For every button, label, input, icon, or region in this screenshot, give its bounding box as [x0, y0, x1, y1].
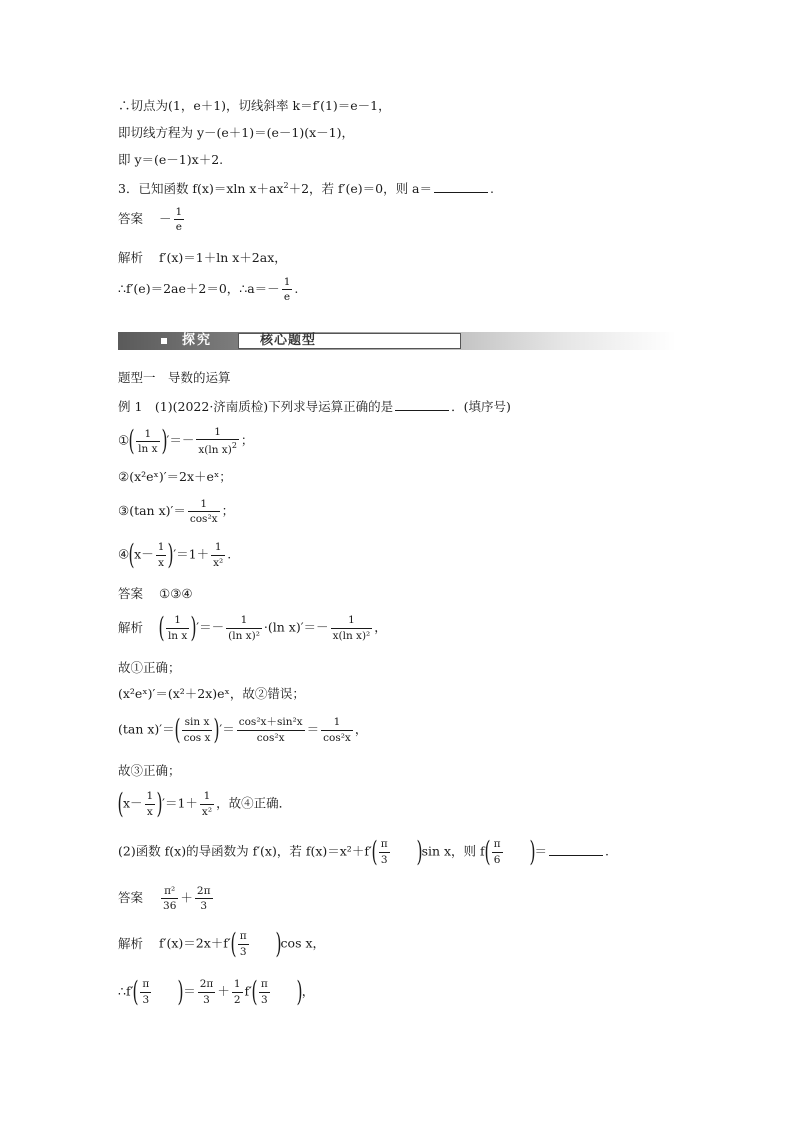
solution-3-line2: ∴f′(e)＝2ae＋2＝0，∴a＝－ $\frac{1}{e}$ .	[118, 276, 299, 304]
option-2: ②(x²eˣ)′＝2x＋eˣ；	[118, 469, 232, 484]
text-line: 即切线方程为 y－(e＋1)＝(e－1)(x－1)，	[118, 125, 354, 140]
topic-heading: 题型一 导数的运算	[118, 370, 231, 385]
answer-blank	[395, 398, 449, 411]
solution-ex1-line5: 故③正确；	[118, 763, 181, 778]
example-1-part2: (2)函数 f(x)的导函数为 f′(x)，若 f(x)＝x²＋f′( $\frac{\pi}{3}$ )sin x，则 f( $\frac{\pi}{6}$ )＝ .	[118, 835, 609, 868]
option-3: ③(tan x)′＝ $\frac{1}{\text{cos²x}}$ ；	[118, 498, 235, 526]
answer-ex1: 答案 ①③④	[118, 586, 193, 601]
answer-ex2: 答案 $\frac{\text{π²}}{36}$ ＋ $\frac{2\pi}{3}$	[118, 885, 211, 913]
example-1-heading: 例 1 (1)(2022·济南质检)下列求导运算正确的是 ．(填序号)	[118, 399, 511, 414]
section-title: 核心题型	[260, 333, 317, 348]
option-1: ①( $\frac{1}{\text{ln x}}$ )′＝－ $\frac{1}{x(\ln x)^2}$ ；	[118, 424, 254, 458]
solution-ex1-line3: (x²eˣ)′＝(x²＋2x)eˣ，故②错误；	[118, 686, 305, 701]
solution-ex1-line1: 解析 ( $\frac{1}{\text{ln x}}$ )′＝－ $\frac{1}{\text{(ln x)²}}$ ·(ln x)′＝－ $\frac{1}{\text{x(ln x)²}}$ ，	[118, 611, 387, 644]
section-header-bar	[118, 332, 676, 350]
fraction: $\frac{1}{e}$	[283, 276, 291, 304]
square-bullet-icon	[161, 338, 167, 344]
text-line: ∴切点为(1，e＋1)，切线斜率 k＝f′(1)＝e－1，	[118, 98, 391, 113]
solution-ex1-line4: (tan x)′＝( $\frac{\text{sin x}}{\text{cos x}}$ )′＝ $\frac{\text{cos²x＋sin²x}}{\text{cos²x}}$ ＝ $\frac{1}{\text{cos²x}}$ ，	[118, 713, 368, 746]
solution-ex1-line2: 故①正确；	[118, 660, 181, 675]
solution-3-line1: 解析 f′(x)＝1＋ln x＋2ax，	[118, 250, 287, 265]
answer-blank	[549, 843, 603, 856]
answer-3: 答案 － $\frac{1}{e}$	[118, 206, 183, 234]
option-4: ④(x－ $\frac{1}{x}$ )′＝1＋ $\frac{1}{\text{x²}}$ .	[118, 538, 232, 571]
section-tag: 探究	[182, 333, 213, 348]
fraction: $\frac{1}{e}$	[175, 206, 183, 234]
solution-ex2-line2: ∴f′( $\frac{\pi}{3}$ )＝ $\frac{2\pi}{3}$ ＋ $\frac{1}{2}$ f′( $\frac{\pi}{3}$ )，	[118, 975, 315, 1008]
solution-ex1-line6: (x－ $\frac{1}{x}$ )′＝1＋ $\frac{1}{\text{x²}}$ ，故④正确．	[117, 787, 292, 820]
answer-blank	[434, 180, 488, 193]
question-3: 3．已知函数 f(x)＝xln $x+ax^2+2$，若 f′(e)＝0，则 a＝ .	[118, 181, 494, 196]
text-line: 即 y＝(e－1)x＋2.	[118, 152, 224, 167]
solution-ex2-line1: 解析 f′(x)＝2x＋f′( $\frac{\pi}{3}$ )cos x，	[118, 927, 326, 960]
